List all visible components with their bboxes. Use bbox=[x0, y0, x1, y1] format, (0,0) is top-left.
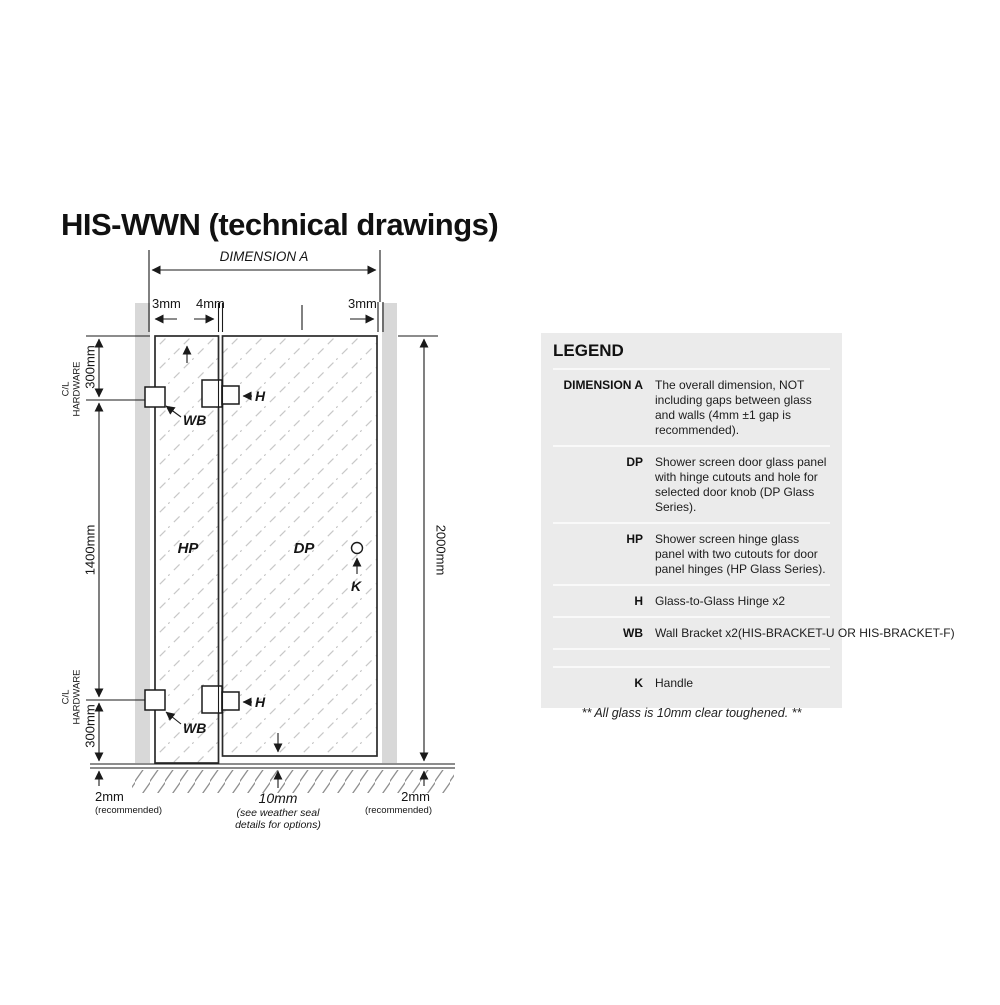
gap-2mm-left-label: 2mm bbox=[95, 789, 124, 804]
legend-title: LEGEND bbox=[553, 341, 624, 360]
cl-top-line1: C/L bbox=[60, 381, 72, 397]
legend-row-k bbox=[553, 666, 830, 698]
hinge-bottom-label: H bbox=[255, 694, 266, 710]
wb-top-shape bbox=[145, 387, 165, 407]
gap-middle-label: 4mm bbox=[196, 296, 225, 311]
legend-term: WB bbox=[623, 626, 643, 640]
dp-panel-label: DP bbox=[293, 540, 315, 557]
legend-row-wb bbox=[553, 616, 955, 648]
handle-label: K bbox=[350, 578, 362, 594]
legend-desc: The overall dimension, NOT including gaps between glass and walls (4mm ±1 gap is recommended). bbox=[655, 378, 812, 437]
weather-seal-note-line2: details for options) bbox=[235, 819, 321, 831]
legend-desc: Shower screen door glass panel with hinge cutouts and hole for selected door knob (DP Glass Series). bbox=[655, 455, 827, 514]
hinge-bottom-plate-right bbox=[222, 692, 239, 710]
cl-bottom-line2: HARDWARE bbox=[71, 669, 83, 725]
wb-top-label: WB bbox=[183, 412, 207, 428]
dim-300-bottom-label: 300mm bbox=[82, 704, 98, 748]
page-title: HIS-WWN (technical drawings) bbox=[61, 206, 499, 242]
door-knob-circle bbox=[352, 543, 363, 554]
gap-right-label: 3mm bbox=[348, 296, 377, 311]
legend-term: HP bbox=[626, 532, 643, 546]
gap-dimensions bbox=[152, 296, 383, 332]
wb-bottom-label: WB bbox=[183, 720, 207, 736]
gap-10mm-label: 10mm bbox=[258, 790, 298, 806]
legend-term: K bbox=[634, 676, 643, 690]
gap-2mm-left-note: (recommended) bbox=[95, 805, 163, 816]
gap-left-label: 3mm bbox=[152, 296, 181, 311]
right-dimension bbox=[398, 336, 449, 761]
legend-term: DIMENSION A bbox=[563, 378, 643, 392]
glass-footnote: ** All glass is 10mm clear toughened. ** bbox=[581, 706, 802, 720]
legend-desc: Shower screen hinge glass panel with two cutouts for door panel hinges (HP Glass Series). bbox=[655, 532, 826, 576]
gap-2mm-right-label: 2mm bbox=[401, 789, 430, 804]
legend-row-spacer bbox=[553, 648, 830, 666]
weather-seal-note-line1: (see weather seal bbox=[236, 807, 320, 819]
dim-1400-label: 1400mm bbox=[82, 524, 98, 576]
right-wall bbox=[382, 303, 397, 763]
gap-2mm-right-note: (recommended) bbox=[364, 805, 432, 816]
dimension-a bbox=[149, 249, 380, 332]
legend-desc: Glass-to-Glass Hinge x2 bbox=[655, 594, 786, 608]
legend-term: H bbox=[634, 594, 643, 608]
wb-bottom-shape bbox=[145, 690, 165, 710]
legend-desc: Wall Bracket x2(HIS-BRACKET-U OR HIS-BRACKET-F) bbox=[655, 626, 955, 640]
hp-panel-label: HP bbox=[177, 540, 199, 557]
cl-bottom-line1: C/L bbox=[60, 689, 72, 705]
legend-row-h bbox=[553, 584, 830, 616]
dim-2000-label: 2000mm bbox=[433, 524, 449, 576]
legend-row-dimension-a bbox=[553, 368, 830, 445]
hinge-top-label: H bbox=[255, 388, 266, 404]
hinge-top-plate-right bbox=[222, 386, 239, 404]
legend-row-hp bbox=[553, 522, 830, 584]
dimension-a-label: DIMENSION A bbox=[219, 249, 309, 264]
cl-top-line2: HARDWARE bbox=[71, 361, 83, 417]
legend-term: DP bbox=[626, 455, 643, 469]
legend-row-dp bbox=[553, 445, 830, 522]
dim-300-top-label: 300mm bbox=[82, 345, 98, 389]
legend-desc: Handle bbox=[655, 676, 694, 690]
legend-panel bbox=[541, 333, 955, 708]
